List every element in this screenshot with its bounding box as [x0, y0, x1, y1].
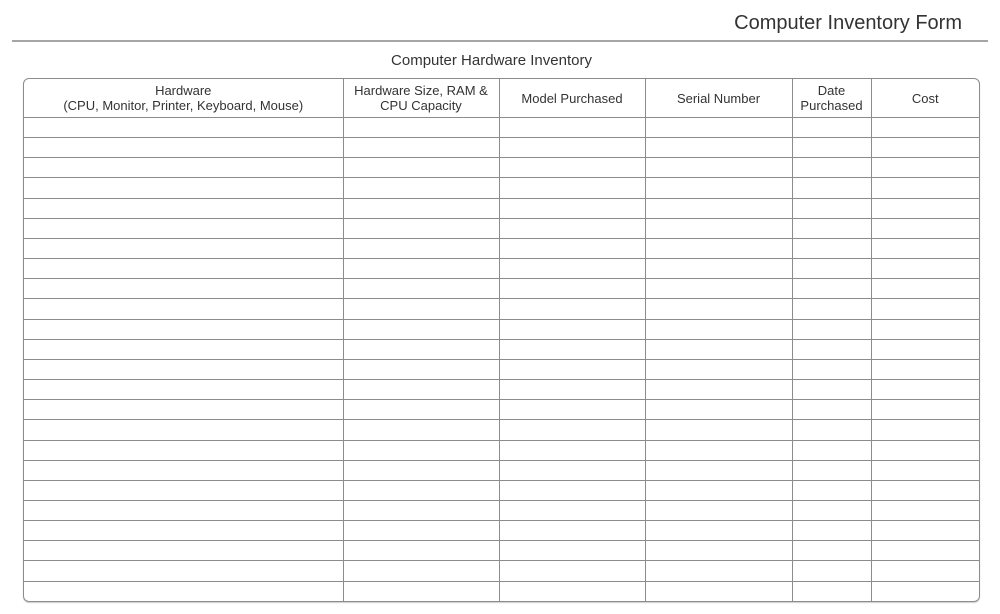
cell-serial[interactable]	[645, 238, 792, 258]
table-row	[24, 259, 979, 279]
table-row	[24, 400, 979, 420]
table-row	[24, 299, 979, 319]
inventory-table-container	[23, 78, 980, 602]
cell-serial[interactable]	[645, 339, 792, 359]
cell-model[interactable]	[499, 460, 645, 480]
cell-hardware[interactable]	[24, 339, 343, 359]
cell-serial[interactable]	[645, 480, 792, 500]
cell-model[interactable]	[499, 218, 645, 238]
column-header-serial	[645, 79, 792, 118]
cell-hardware[interactable]	[24, 521, 343, 541]
cell-serial[interactable]	[645, 521, 792, 541]
cell-model[interactable]	[499, 541, 645, 561]
cell-serial[interactable]	[645, 541, 792, 561]
cell-cost[interactable]	[871, 218, 979, 238]
cell-serial[interactable]	[645, 581, 792, 601]
cell-hardware[interactable]	[24, 380, 343, 400]
cell-hardware[interactable]	[24, 198, 343, 218]
cell-cost[interactable]	[871, 138, 979, 158]
cell-cost[interactable]	[871, 299, 979, 319]
column-header-hardware	[24, 79, 343, 118]
cell-hardware[interactable]	[24, 561, 343, 581]
table-row	[24, 158, 979, 178]
cell-model[interactable]	[499, 380, 645, 400]
cell-serial[interactable]	[645, 319, 792, 339]
table-row	[24, 279, 979, 299]
cell-hardware[interactable]	[24, 420, 343, 440]
cell-model[interactable]	[499, 279, 645, 299]
cell-cost[interactable]	[871, 279, 979, 299]
table-row	[24, 500, 979, 520]
cell-hardware-size[interactable]	[343, 259, 499, 279]
table-row	[24, 339, 979, 359]
cell-cost[interactable]	[871, 521, 979, 541]
cell-date[interactable]	[792, 400, 871, 420]
cell-hardware-size[interactable]	[343, 561, 499, 581]
header-line: Hardware Size, RAM &	[354, 83, 488, 98]
cell-cost[interactable]	[871, 500, 979, 520]
cell-hardware-size[interactable]	[343, 319, 499, 339]
cell-hardware[interactable]	[24, 299, 343, 319]
cell-model[interactable]	[499, 561, 645, 581]
cell-date[interactable]	[792, 561, 871, 581]
cell-hardware[interactable]	[24, 238, 343, 258]
cell-cost[interactable]	[871, 460, 979, 480]
cell-date[interactable]	[792, 259, 871, 279]
cell-model[interactable]	[499, 420, 645, 440]
cell-hardware-size[interactable]	[343, 521, 499, 541]
cell-model[interactable]	[499, 359, 645, 379]
cell-model[interactable]	[499, 238, 645, 258]
cell-model[interactable]	[499, 198, 645, 218]
cell-hardware-size[interactable]	[343, 359, 499, 379]
cell-hardware-size[interactable]	[343, 198, 499, 218]
header-divider	[12, 40, 988, 42]
table-title: Computer Hardware Inventory	[391, 52, 592, 69]
cell-model[interactable]	[499, 259, 645, 279]
column-header-date	[792, 79, 871, 118]
cell-serial[interactable]	[645, 198, 792, 218]
cell-serial[interactable]	[645, 440, 792, 460]
cell-hardware-size[interactable]	[343, 500, 499, 520]
cell-serial[interactable]	[645, 138, 792, 158]
cell-serial[interactable]	[645, 118, 792, 138]
cell-model[interactable]	[499, 521, 645, 541]
cell-date[interactable]	[792, 380, 871, 400]
cell-model[interactable]	[499, 319, 645, 339]
cell-date[interactable]	[792, 158, 871, 178]
cell-hardware-size[interactable]	[343, 339, 499, 359]
cell-date[interactable]	[792, 460, 871, 480]
cell-model[interactable]	[499, 299, 645, 319]
column-header-hardware-size	[343, 79, 499, 118]
cell-cost[interactable]	[871, 259, 979, 279]
cell-hardware[interactable]	[24, 259, 343, 279]
table-body	[24, 118, 979, 602]
cell-serial[interactable]	[645, 420, 792, 440]
cell-date[interactable]	[792, 138, 871, 158]
cell-model[interactable]	[499, 138, 645, 158]
cell-date[interactable]	[792, 500, 871, 520]
cell-serial[interactable]	[645, 400, 792, 420]
cell-cost[interactable]	[871, 480, 979, 500]
cell-serial[interactable]	[645, 359, 792, 379]
cell-hardware[interactable]	[24, 279, 343, 299]
table-header-row	[24, 79, 979, 118]
header-line: Date	[817, 83, 846, 98]
table-row	[24, 178, 979, 198]
table-row	[24, 118, 979, 138]
header-line: Cost	[911, 90, 939, 106]
cell-hardware-size[interactable]	[343, 440, 499, 460]
table-row	[24, 420, 979, 440]
cell-hardware[interactable]	[24, 480, 343, 500]
cell-model[interactable]	[499, 158, 645, 178]
header-line: Purchased	[800, 98, 863, 113]
table-row	[24, 359, 979, 379]
cell-model[interactable]	[499, 581, 645, 601]
cell-hardware-size[interactable]	[343, 299, 499, 319]
cell-hardware-size[interactable]	[343, 420, 499, 440]
cell-hardware[interactable]	[24, 581, 343, 601]
cell-cost[interactable]	[871, 238, 979, 258]
cell-hardware[interactable]	[24, 541, 343, 561]
inventory-table	[24, 79, 979, 601]
cell-hardware-size[interactable]	[343, 279, 499, 299]
cell-model[interactable]	[499, 400, 645, 420]
column-header-cost	[871, 79, 979, 118]
cell-hardware-size[interactable]	[343, 460, 499, 480]
header-line: Hardware	[155, 83, 212, 98]
cell-hardware-size[interactable]	[343, 380, 499, 400]
cell-cost[interactable]	[871, 440, 979, 460]
cell-date[interactable]	[792, 178, 871, 198]
header-line: Serial Number	[676, 90, 761, 106]
cell-hardware[interactable]	[24, 319, 343, 339]
header-line: Model Purchased	[521, 90, 623, 106]
table-row	[24, 581, 979, 601]
cell-date[interactable]	[792, 541, 871, 561]
cell-model[interactable]	[499, 339, 645, 359]
cell-hardware[interactable]	[24, 178, 343, 198]
cell-hardware[interactable]	[24, 500, 343, 520]
cell-cost[interactable]	[871, 319, 979, 339]
cell-date[interactable]	[792, 440, 871, 460]
cell-cost[interactable]	[871, 400, 979, 420]
cell-date[interactable]	[792, 420, 871, 440]
cell-model[interactable]	[499, 178, 645, 198]
table-row	[24, 138, 979, 158]
cell-cost[interactable]	[871, 541, 979, 561]
cell-serial[interactable]	[645, 299, 792, 319]
cell-serial[interactable]	[645, 259, 792, 279]
cell-date[interactable]	[792, 238, 871, 258]
cell-cost[interactable]	[871, 118, 979, 138]
cell-cost[interactable]	[871, 198, 979, 218]
cell-cost[interactable]	[871, 581, 979, 601]
cell-serial[interactable]	[645, 380, 792, 400]
cell-date[interactable]	[792, 218, 871, 238]
cell-cost[interactable]	[871, 380, 979, 400]
cell-date[interactable]	[792, 118, 871, 138]
table-row	[24, 319, 979, 339]
cell-serial[interactable]	[645, 218, 792, 238]
cell-date[interactable]	[792, 339, 871, 359]
cell-date[interactable]	[792, 521, 871, 541]
cell-serial[interactable]	[645, 460, 792, 480]
cell-model[interactable]	[499, 480, 645, 500]
header-line: CPU Capacity	[380, 98, 462, 113]
table-row	[24, 218, 979, 238]
table-row	[24, 521, 979, 541]
cell-model[interactable]	[499, 500, 645, 520]
table-row	[24, 198, 979, 218]
cell-date[interactable]	[792, 198, 871, 218]
cell-hardware-size[interactable]	[343, 400, 499, 420]
cell-model[interactable]	[499, 440, 645, 460]
cell-date[interactable]	[792, 480, 871, 500]
table-row	[24, 541, 979, 561]
table-row	[24, 380, 979, 400]
header-line: (CPU, Monitor, Printer, Keyboard, Mouse)	[63, 98, 304, 113]
cell-cost[interactable]	[871, 561, 979, 581]
cell-hardware-size[interactable]	[343, 178, 499, 198]
column-header-model	[499, 79, 645, 118]
cell-date[interactable]	[792, 279, 871, 299]
table-row	[24, 480, 979, 500]
cell-serial[interactable]	[645, 279, 792, 299]
cell-hardware[interactable]	[24, 218, 343, 238]
table-row	[24, 460, 979, 480]
cell-hardware-size[interactable]	[343, 158, 499, 178]
cell-hardware-size[interactable]	[343, 581, 499, 601]
cell-cost[interactable]	[871, 359, 979, 379]
cell-model[interactable]	[499, 118, 645, 138]
cell-hardware[interactable]	[24, 400, 343, 420]
cell-serial[interactable]	[645, 178, 792, 198]
table-row	[24, 440, 979, 460]
cell-date[interactable]	[792, 359, 871, 379]
cell-hardware[interactable]	[24, 138, 343, 158]
cell-hardware[interactable]	[24, 118, 343, 138]
cell-hardware[interactable]	[24, 440, 343, 460]
cell-cost[interactable]	[871, 420, 979, 440]
cell-hardware-size[interactable]	[343, 238, 499, 258]
cell-date[interactable]	[792, 299, 871, 319]
cell-serial[interactable]	[645, 500, 792, 520]
cell-hardware[interactable]	[24, 158, 343, 178]
cell-cost[interactable]	[871, 158, 979, 178]
table-row	[24, 238, 979, 258]
cell-hardware-size[interactable]	[343, 218, 499, 238]
cell-cost[interactable]	[871, 178, 979, 198]
cell-serial[interactable]	[645, 561, 792, 581]
cell-hardware[interactable]	[24, 460, 343, 480]
cell-hardware-size[interactable]	[343, 118, 499, 138]
cell-date[interactable]	[792, 319, 871, 339]
cell-cost[interactable]	[871, 339, 979, 359]
cell-hardware[interactable]	[24, 359, 343, 379]
cell-hardware-size[interactable]	[343, 480, 499, 500]
cell-hardware-size[interactable]	[343, 541, 499, 561]
cell-serial[interactable]	[645, 158, 792, 178]
cell-date[interactable]	[792, 581, 871, 601]
cell-hardware-size[interactable]	[343, 138, 499, 158]
form-title: Computer Inventory Form	[734, 12, 962, 34]
table-row	[24, 561, 979, 581]
